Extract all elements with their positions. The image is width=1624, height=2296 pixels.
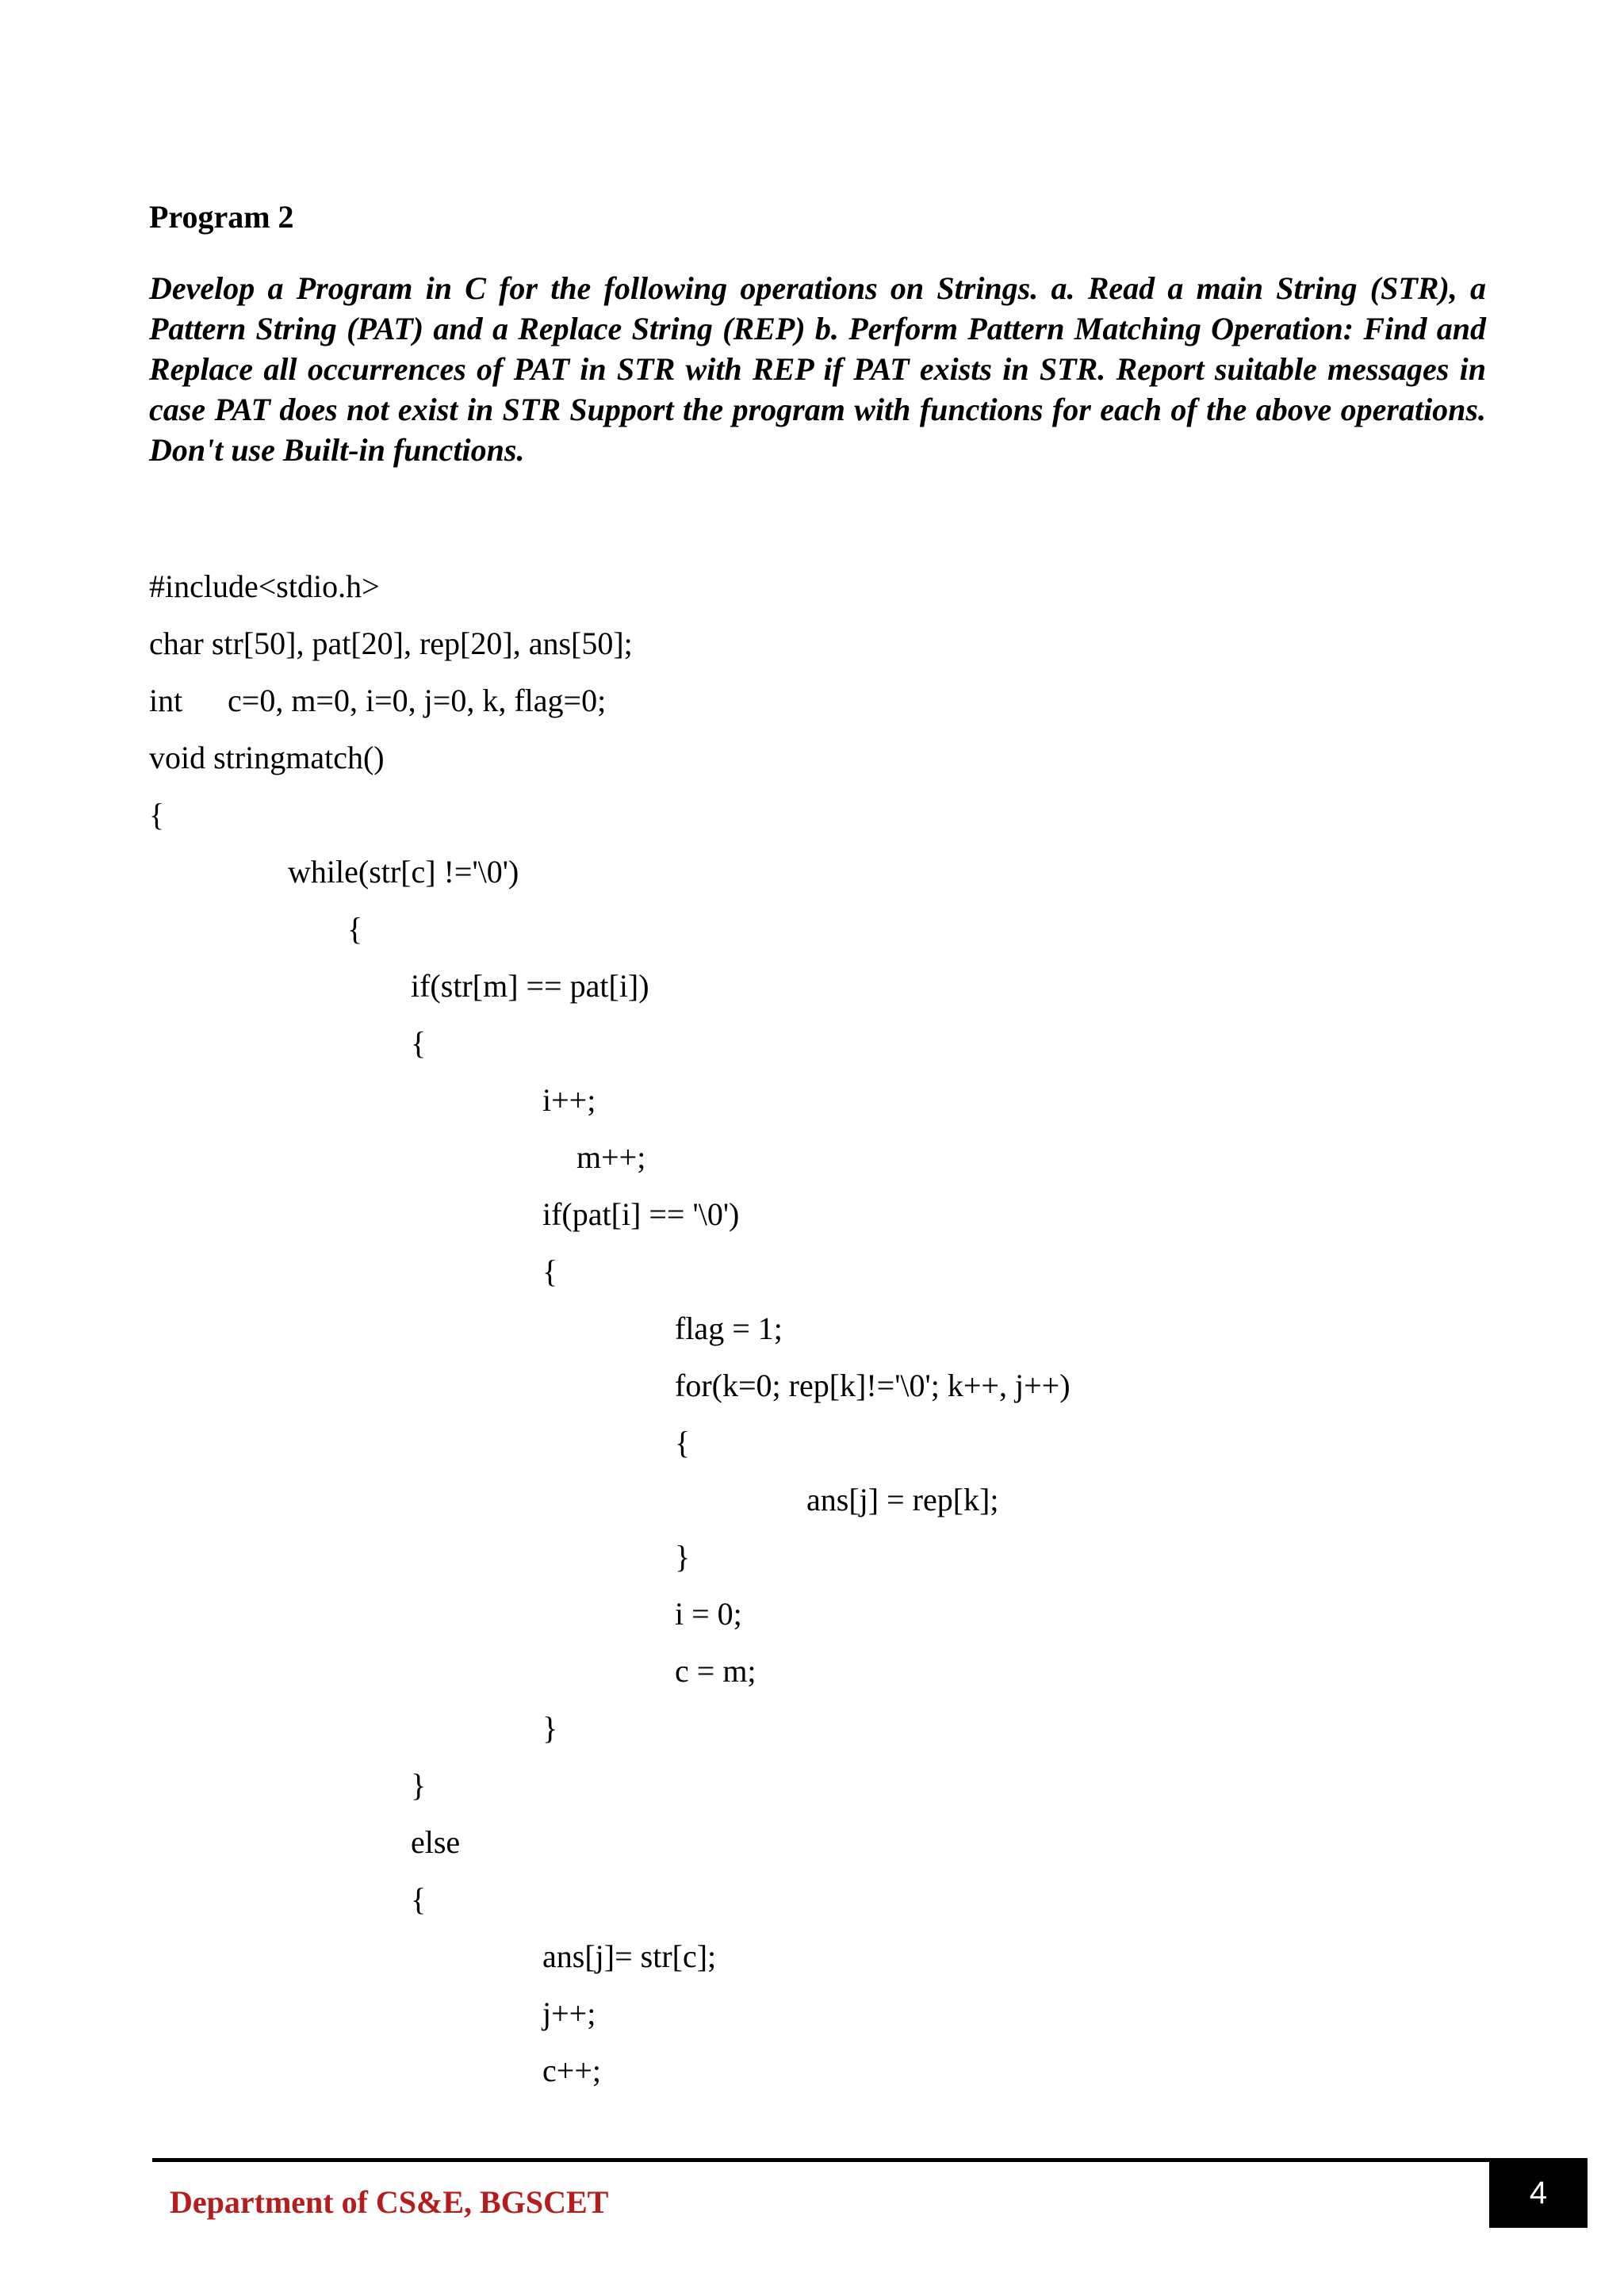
code-line: ans[j]= str[c];: [542, 1938, 717, 1974]
code-line: }: [411, 1767, 427, 1803]
footer-divider: [152, 2158, 1489, 2162]
code-line: c=0, m=0, i=0, j=0, k, flag=0;: [228, 683, 607, 718]
code-line: {: [411, 1025, 427, 1061]
task-description: Develop a Program in C for the following operations on Strings. a. Read a main String (STR), a Pattern String (PAT) and a Replace String (REP) b. Perform Pattern Matching Operation: Find and Replace all occurrences of PAT in STR with REP if PAT exists in STR. Report suitable messages in case PAT does not exist in STR Support the program with functions for each of the above operations. Don't use Built-in functions.: [149, 270, 1486, 468]
code-line: while(str[c] !='\0'): [288, 854, 519, 890]
code-line: i = 0;: [675, 1596, 742, 1632]
code-line: }: [542, 1710, 558, 1746]
code-line: #include<stdio.h>: [149, 568, 380, 604]
code-line: {: [347, 911, 363, 947]
code-line: int: [149, 683, 183, 718]
code-line: if(pat[i] == '\0'): [542, 1196, 740, 1232]
page-number-badge: 4: [1489, 2158, 1588, 2228]
code-line: {: [149, 797, 165, 832]
code-line: i++;: [542, 1082, 596, 1118]
code-line: else: [411, 1824, 461, 1860]
code-line: {: [411, 1881, 427, 1917]
code-line: {: [675, 1425, 691, 1460]
code-line: {: [542, 1253, 558, 1289]
code-line: c++;: [542, 2053, 601, 2088]
code-line: for(k=0; rep[k]!='\0'; k++, j++): [675, 1368, 1071, 1403]
code-line: void stringmatch(): [149, 740, 385, 775]
code-line: if(str[m] == pat[i]): [411, 968, 649, 1004]
code-line: char str[50], pat[20], rep[20], ans[50];: [149, 626, 633, 661]
code-line: m++;: [576, 1139, 646, 1175]
code-line: j++;: [542, 1996, 596, 2031]
program-heading: Program 2: [149, 199, 294, 235]
footer-department: Department of CS&E, BGSCET: [170, 2184, 609, 2220]
code-line: flag = 1;: [675, 1311, 783, 1346]
code-line: ans[j] = rep[k];: [806, 1482, 999, 1517]
code-line: c = m;: [675, 1653, 756, 1689]
code-line: }: [675, 1539, 691, 1575]
